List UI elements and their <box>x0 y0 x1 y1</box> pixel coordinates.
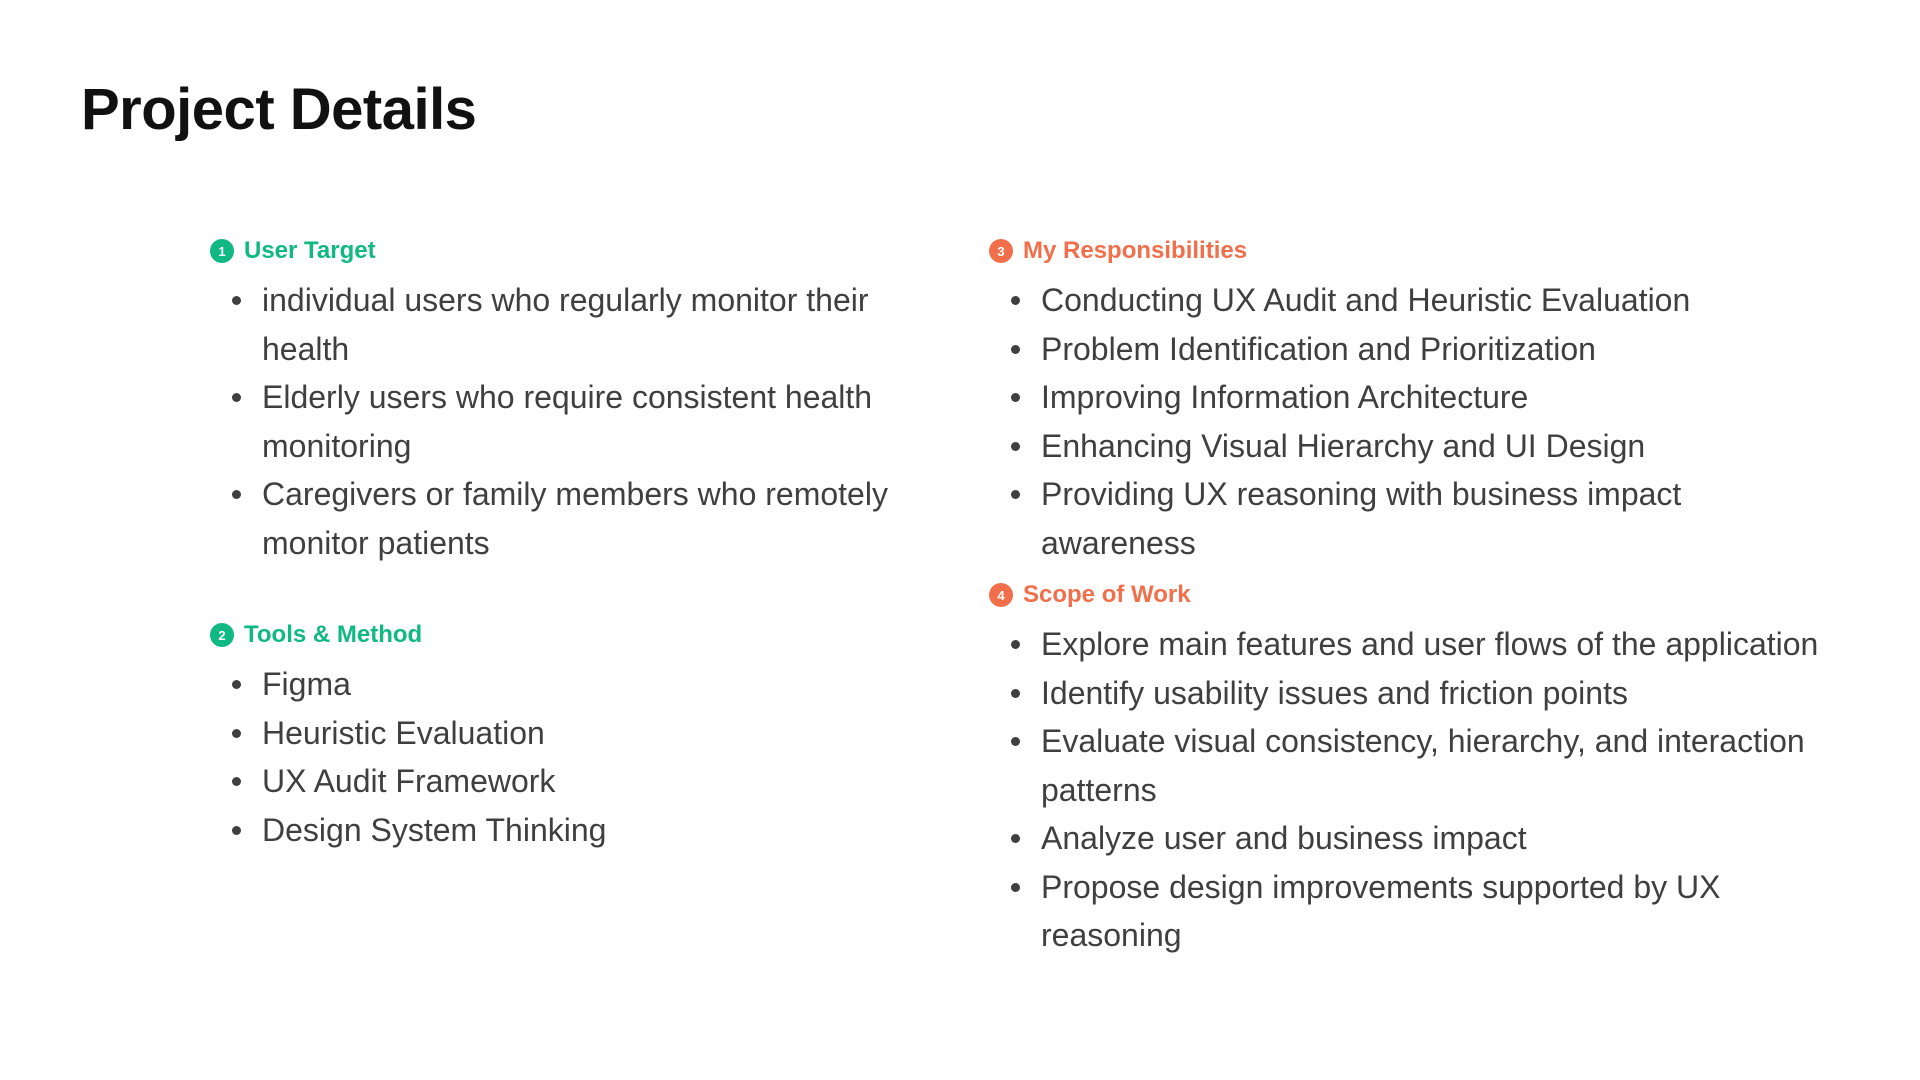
bullet-list <box>989 620 1819 960</box>
section-user-target <box>210 234 950 567</box>
section-title: Tools & Method <box>244 621 423 648</box>
list-item: Figma <box>210 660 950 709</box>
list-item: UX Audit Framework <box>210 757 950 806</box>
section-number-badge: 3 <box>989 239 1013 263</box>
list-item: Conducting UX Audit and Heuristic Evaluation <box>989 276 1819 325</box>
section-title: My Responsibilities <box>1023 237 1248 264</box>
section-title: Scope of Work <box>1023 581 1191 608</box>
section-number-badge: 4 <box>989 583 1013 607</box>
section-header <box>210 618 950 652</box>
list-item: Evaluate visual consistency, hierarchy, and interaction patterns <box>989 717 1819 814</box>
list-item: Identify usability issues and friction points <box>989 669 1819 718</box>
list-item: Enhancing Visual Hierarchy and UI Design <box>989 422 1819 471</box>
bullet-list <box>210 660 950 854</box>
section-my-responsibilities <box>989 234 1819 567</box>
section-scope-of-work <box>989 578 1819 960</box>
section-number-badge: 1 <box>210 239 234 263</box>
bullet-list <box>210 276 950 567</box>
list-item: Providing UX reasoning with business impact awareness <box>989 470 1819 567</box>
list-item: Caregivers or family members who remotely monitor patients <box>210 470 950 567</box>
list-item: Propose design improvements supported by UX reasoning <box>989 863 1819 960</box>
section-header <box>989 234 1819 268</box>
page-title: Project Details <box>81 77 477 142</box>
section-header <box>210 234 950 268</box>
list-item: Elderly users who require consistent health monitoring <box>210 373 950 470</box>
section-tools-method <box>210 618 950 854</box>
list-item: Problem Identification and Prioritization <box>989 325 1819 374</box>
list-item: Explore main features and user flows of the application <box>989 620 1819 669</box>
list-item: Improving Information Architecture <box>989 373 1819 422</box>
list-item: Heuristic Evaluation <box>210 709 950 758</box>
section-title: User Target <box>244 237 376 264</box>
list-item: individual users who regularly monitor their health <box>210 276 950 373</box>
list-item: Analyze user and business impact <box>989 814 1819 863</box>
bullet-list <box>989 276 1819 567</box>
section-header <box>989 578 1819 612</box>
section-number-badge: 2 <box>210 623 234 647</box>
list-item: Design System Thinking <box>210 806 950 855</box>
